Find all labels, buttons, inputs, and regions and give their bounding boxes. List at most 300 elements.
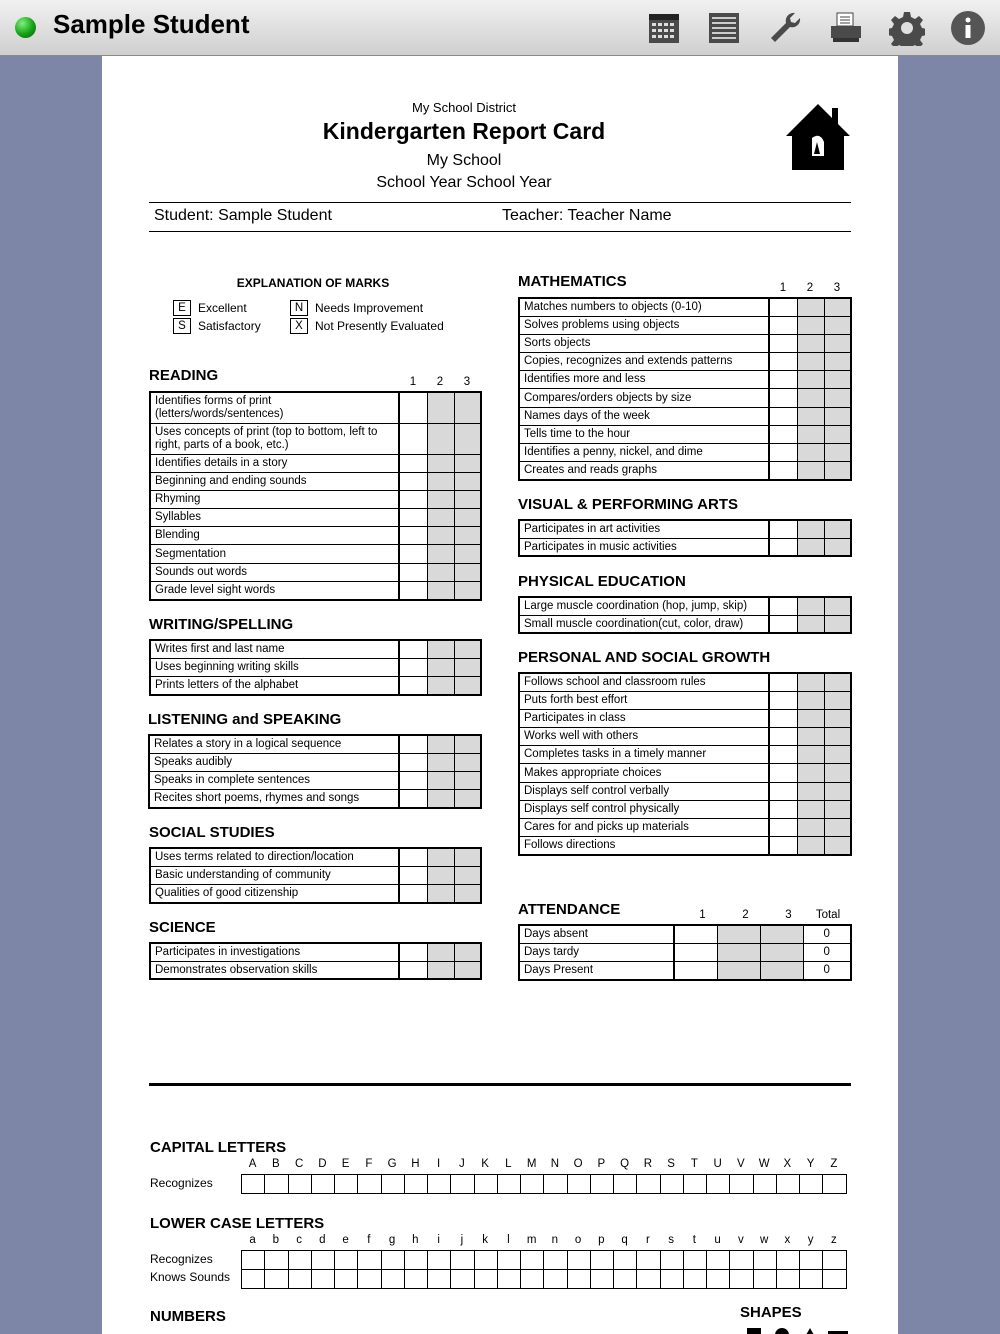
grade-cell[interactable] xyxy=(454,866,481,884)
letter-cell[interactable] xyxy=(567,1175,590,1194)
skill-label: Beginning and ending sounds xyxy=(150,472,399,490)
grade-cell[interactable] xyxy=(454,392,481,423)
grade-cell[interactable] xyxy=(824,462,851,480)
grade-cell[interactable] xyxy=(769,782,797,800)
letter-cell[interactable] xyxy=(683,1175,706,1194)
letter-header: I xyxy=(437,1158,441,1170)
grade-cell[interactable] xyxy=(399,658,427,676)
grade-cell[interactable] xyxy=(399,866,427,884)
grade-cell[interactable] xyxy=(797,538,824,556)
letter-header: k xyxy=(482,1234,488,1246)
skill-row xyxy=(519,389,851,407)
grade-cell[interactable] xyxy=(824,407,851,425)
grade-cell[interactable] xyxy=(399,961,427,979)
letter-cell[interactable] xyxy=(521,1175,544,1194)
letter-cell[interactable] xyxy=(451,1270,474,1289)
skill-label: Identifies a penny, nickel, and dime xyxy=(519,444,769,462)
grade-cell[interactable] xyxy=(399,735,427,753)
grade-cell[interactable] xyxy=(454,563,481,581)
grade-cell[interactable] xyxy=(797,520,824,538)
letter-cell[interactable] xyxy=(614,1270,637,1289)
grade-cell[interactable] xyxy=(399,545,427,563)
letter-header: O xyxy=(573,1158,583,1170)
pe-section-title: PHYSICAL EDUCATION xyxy=(518,573,686,590)
grade-cell[interactable] xyxy=(399,753,427,771)
letter-header: a xyxy=(249,1234,256,1246)
letter-cell[interactable] xyxy=(730,1175,753,1194)
grade-cell[interactable] xyxy=(399,563,427,581)
grade-cell[interactable] xyxy=(454,454,481,472)
grade-cell[interactable] xyxy=(824,615,851,633)
grade-cell[interactable] xyxy=(769,728,797,746)
letter-cell[interactable] xyxy=(544,1251,567,1270)
letter-cell[interactable] xyxy=(707,1270,730,1289)
skill-label: Puts forth best effort xyxy=(519,691,769,709)
letter-header: T xyxy=(690,1158,698,1170)
skill-row xyxy=(519,782,851,800)
letter-cell[interactable] xyxy=(660,1270,683,1289)
grade-cell[interactable] xyxy=(454,771,481,789)
letter-cell[interactable] xyxy=(590,1270,613,1289)
letter-cell[interactable] xyxy=(567,1251,590,1270)
grade-cell[interactable] xyxy=(454,790,481,808)
grade-cell[interactable] xyxy=(797,597,824,615)
letter-cell[interactable] xyxy=(311,1270,334,1289)
list-icon[interactable] xyxy=(706,10,742,46)
grade-cell[interactable] xyxy=(399,581,427,599)
letter-cell[interactable] xyxy=(474,1251,497,1270)
grade-cell[interactable] xyxy=(399,490,427,508)
grade-cell[interactable] xyxy=(399,392,427,423)
attendance-cell[interactable] xyxy=(674,961,717,979)
grade-cell[interactable] xyxy=(399,423,427,454)
skill-row xyxy=(519,298,851,316)
letter-cell[interactable] xyxy=(521,1251,544,1270)
letter-header: w xyxy=(759,1234,769,1246)
grade-cell[interactable] xyxy=(399,943,427,961)
grade-cell[interactable] xyxy=(454,676,481,694)
skill-label: Follows directions xyxy=(519,837,769,855)
skill-row xyxy=(150,563,481,581)
grade-cell[interactable] xyxy=(399,509,427,527)
grade-cell[interactable] xyxy=(427,753,454,771)
mark-satisfactory: S Satisfactory xyxy=(173,318,261,334)
grade-cell[interactable] xyxy=(427,423,454,454)
letter-cell[interactable] xyxy=(404,1251,427,1270)
skill-label: Uses concepts of print (top to bottom, left to right, parts of a book, etc.) xyxy=(150,423,399,454)
letter-cell[interactable] xyxy=(823,1251,846,1270)
skill-row xyxy=(149,753,481,771)
calendar-icon[interactable] xyxy=(646,10,682,46)
letter-cell[interactable] xyxy=(707,1175,730,1194)
letter-cell[interactable] xyxy=(242,1175,265,1194)
grade-cell[interactable] xyxy=(427,640,454,658)
grade-cell[interactable] xyxy=(824,800,851,818)
social-section-title: SOCIAL STUDIES xyxy=(149,824,275,841)
grade-cell[interactable] xyxy=(427,509,454,527)
attendance-cell[interactable] xyxy=(760,961,803,979)
grade-cell[interactable] xyxy=(769,597,797,615)
skill-row xyxy=(150,472,481,490)
grade-cell[interactable] xyxy=(427,884,454,902)
letter-cell[interactable] xyxy=(544,1175,567,1194)
letter-cell[interactable] xyxy=(637,1175,660,1194)
grade-cell[interactable] xyxy=(427,490,454,508)
grade-cell[interactable] xyxy=(769,353,797,371)
letter-header: b xyxy=(272,1234,280,1246)
letter-cell[interactable] xyxy=(428,1251,451,1270)
letter-header: r xyxy=(645,1234,650,1246)
grade-cell[interactable] xyxy=(427,866,454,884)
grade-cell[interactable] xyxy=(427,735,454,753)
grade-cell[interactable] xyxy=(454,545,481,563)
grade-cell[interactable] xyxy=(797,353,824,371)
grade-cell[interactable] xyxy=(427,527,454,545)
letter-cell[interactable] xyxy=(800,1270,823,1289)
letter-cell[interactable] xyxy=(590,1175,613,1194)
letter-cell[interactable] xyxy=(242,1251,265,1270)
grade-cell[interactable] xyxy=(824,746,851,764)
mark-not-evaluated: X Not Presently Evaluated xyxy=(290,318,444,334)
letter-cell[interactable] xyxy=(637,1251,660,1270)
letter-cell[interactable] xyxy=(451,1251,474,1270)
grade-cell[interactable] xyxy=(797,389,824,407)
social-table xyxy=(149,847,482,904)
grade-cell[interactable] xyxy=(797,407,824,425)
grade-cell[interactable] xyxy=(427,454,454,472)
letter-cell[interactable] xyxy=(335,1251,358,1270)
grade-cell[interactable] xyxy=(769,425,797,443)
grade-cell[interactable] xyxy=(769,371,797,389)
letter-cell[interactable] xyxy=(614,1175,637,1194)
letter-cell[interactable] xyxy=(753,1251,776,1270)
letter-cell[interactable] xyxy=(497,1175,520,1194)
letter-cell[interactable] xyxy=(404,1270,427,1289)
grade-cell[interactable] xyxy=(769,520,797,538)
letter-header: y xyxy=(807,1234,814,1246)
grade-cell[interactable] xyxy=(454,527,481,545)
grade-cell[interactable] xyxy=(797,837,824,855)
letter-cell[interactable] xyxy=(800,1175,823,1194)
letter-header: z xyxy=(831,1234,837,1246)
letter-cell[interactable] xyxy=(381,1270,404,1289)
grade-cell[interactable] xyxy=(824,673,851,691)
letter-header: K xyxy=(481,1158,489,1170)
skill-row xyxy=(519,800,851,818)
letter-cell[interactable] xyxy=(311,1251,334,1270)
letter-header: g xyxy=(388,1234,396,1246)
grade-cell[interactable] xyxy=(399,472,427,490)
attendance-cell[interactable] xyxy=(760,943,803,961)
letter-header: X xyxy=(783,1158,792,1170)
letter-cell[interactable] xyxy=(497,1251,520,1270)
skill-row xyxy=(150,961,481,979)
letter-cell[interactable] xyxy=(358,1175,381,1194)
letter-cell[interactable] xyxy=(800,1251,823,1270)
letter-cell[interactable] xyxy=(288,1175,311,1194)
grade-cell[interactable] xyxy=(797,371,824,389)
letter-cell[interactable] xyxy=(381,1251,404,1270)
grade-cell[interactable] xyxy=(454,735,481,753)
grade-cell[interactable] xyxy=(797,800,824,818)
grade-cell[interactable] xyxy=(824,538,851,556)
grade-cell[interactable] xyxy=(427,658,454,676)
letter-cell[interactable] xyxy=(707,1251,730,1270)
gear-icon[interactable] xyxy=(889,10,925,46)
letter-cell[interactable] xyxy=(474,1175,497,1194)
letter-cell[interactable] xyxy=(311,1175,334,1194)
grade-cell[interactable] xyxy=(824,597,851,615)
letter-cell[interactable] xyxy=(265,1175,288,1194)
grade-cell[interactable] xyxy=(769,316,797,334)
attendance-cell[interactable] xyxy=(674,943,717,961)
skill-label: Prints letters of the alphabet xyxy=(150,676,399,694)
skill-label: Small muscle coordination(cut, color, draw) xyxy=(519,615,769,633)
grade-cell[interactable] xyxy=(427,961,454,979)
letter-cell[interactable] xyxy=(753,1175,776,1194)
letter-cell[interactable] xyxy=(265,1270,288,1289)
skill-row xyxy=(519,673,851,691)
skill-row xyxy=(519,353,851,371)
grade-cell[interactable] xyxy=(797,764,824,782)
grade-cell[interactable] xyxy=(797,746,824,764)
grade-cell[interactable] xyxy=(769,819,797,837)
grade-cell[interactable] xyxy=(769,334,797,352)
attendance-table xyxy=(518,924,852,981)
grade-cell[interactable] xyxy=(769,462,797,480)
grade-cell[interactable] xyxy=(427,472,454,490)
letter-header: x xyxy=(784,1234,791,1246)
grade-cell[interactable] xyxy=(797,298,824,316)
letter-header: p xyxy=(598,1234,605,1246)
teacher-label: Teacher: xyxy=(502,207,564,224)
grade-cell[interactable] xyxy=(824,837,851,855)
grade-cell[interactable] xyxy=(824,353,851,371)
letter-cell[interactable] xyxy=(544,1270,567,1289)
skill-label: Basic understanding of community xyxy=(150,866,399,884)
grade-cell[interactable] xyxy=(769,615,797,633)
skill-row xyxy=(519,371,851,389)
attendance-cell[interactable] xyxy=(717,925,760,943)
attendance-cell[interactable] xyxy=(674,925,717,943)
letter-cell[interactable] xyxy=(823,1270,846,1289)
letter-cell[interactable] xyxy=(776,1251,799,1270)
grade-cell[interactable] xyxy=(399,676,427,694)
grade-cell[interactable] xyxy=(769,691,797,709)
letter-cell[interactable] xyxy=(358,1251,381,1270)
grade-cell[interactable] xyxy=(427,563,454,581)
letter-cell[interactable] xyxy=(335,1270,358,1289)
printer-icon[interactable] xyxy=(828,10,864,46)
letter-cell[interactable] xyxy=(521,1270,544,1289)
grade-cell[interactable] xyxy=(824,389,851,407)
letter-header: B xyxy=(272,1158,280,1170)
letter-cell[interactable] xyxy=(404,1175,427,1194)
grade-cell[interactable] xyxy=(769,444,797,462)
grade-cell[interactable] xyxy=(454,509,481,527)
grade-cell[interactable] xyxy=(824,298,851,316)
grade-cell[interactable] xyxy=(427,790,454,808)
letter-cell[interactable] xyxy=(776,1175,799,1194)
letter-cell[interactable] xyxy=(497,1270,520,1289)
grade-cell[interactable] xyxy=(824,691,851,709)
grade-cell[interactable] xyxy=(824,520,851,538)
period-header: 1 xyxy=(779,282,787,294)
letter-cell[interactable] xyxy=(683,1251,706,1270)
letter-header: Q xyxy=(620,1158,630,1170)
lower_letters-grid xyxy=(241,1250,847,1289)
letter-cell[interactable] xyxy=(683,1270,706,1289)
skill-label: Grade level sight words xyxy=(150,581,399,599)
grade-cell[interactable] xyxy=(824,782,851,800)
grade-cell[interactable] xyxy=(454,490,481,508)
grade-cell[interactable] xyxy=(427,848,454,866)
grade-cell[interactable] xyxy=(427,545,454,563)
grade-cell[interactable] xyxy=(399,527,427,545)
student-label: Student: xyxy=(154,207,214,224)
attendance-cell[interactable] xyxy=(717,943,760,961)
letter-cell[interactable] xyxy=(358,1270,381,1289)
attendance-row xyxy=(519,943,851,961)
wrench-icon[interactable] xyxy=(767,10,803,46)
grade-cell[interactable] xyxy=(797,425,824,443)
grade-cell[interactable] xyxy=(454,658,481,676)
grade-cell[interactable] xyxy=(399,884,427,902)
arts-table xyxy=(518,519,852,557)
letter-cell[interactable] xyxy=(660,1251,683,1270)
letter-cell[interactable] xyxy=(660,1175,683,1194)
letter-header: f xyxy=(367,1234,371,1246)
grade-cell[interactable] xyxy=(769,538,797,556)
grade-cell[interactable] xyxy=(769,746,797,764)
grade-cell[interactable] xyxy=(399,848,427,866)
skill-label: Rhyming xyxy=(150,490,399,508)
grade-cell[interactable] xyxy=(427,392,454,423)
grade-cell[interactable] xyxy=(454,961,481,979)
period-header: 2 xyxy=(806,282,814,294)
grade-cell[interactable] xyxy=(427,676,454,694)
grade-cell[interactable] xyxy=(769,709,797,727)
letter-cell[interactable] xyxy=(288,1251,311,1270)
letter-cell[interactable] xyxy=(381,1175,404,1194)
grade-cell[interactable] xyxy=(797,782,824,800)
letter-cell[interactable] xyxy=(823,1175,846,1194)
grade-cell[interactable] xyxy=(824,709,851,727)
grade-cell[interactable] xyxy=(797,316,824,334)
letter-cell[interactable] xyxy=(753,1270,776,1289)
letter-header: e xyxy=(342,1234,349,1246)
grade-cell[interactable] xyxy=(769,407,797,425)
letter-header: o xyxy=(574,1234,582,1246)
grade-cell[interactable] xyxy=(769,800,797,818)
letter-cell[interactable] xyxy=(590,1251,613,1270)
letter-cell[interactable] xyxy=(265,1251,288,1270)
letter-cell[interactable] xyxy=(567,1270,590,1289)
listening-table xyxy=(148,734,482,809)
grade-cell[interactable] xyxy=(797,615,824,633)
grade-cell[interactable] xyxy=(454,943,481,961)
attendance-cell[interactable] xyxy=(760,925,803,943)
grade-cell[interactable] xyxy=(824,316,851,334)
letter-cell[interactable] xyxy=(428,1270,451,1289)
grade-cell[interactable] xyxy=(824,425,851,443)
grade-cell[interactable] xyxy=(797,673,824,691)
grade-cell[interactable] xyxy=(399,771,427,789)
grade-cell[interactable] xyxy=(797,728,824,746)
letter-cell[interactable] xyxy=(288,1270,311,1289)
grade-cell[interactable] xyxy=(427,943,454,961)
grade-cell[interactable] xyxy=(769,389,797,407)
grade-cell[interactable] xyxy=(454,472,481,490)
letter-cell[interactable] xyxy=(637,1270,660,1289)
grade-cell[interactable] xyxy=(824,444,851,462)
attendance-cell[interactable] xyxy=(717,961,760,979)
letter-cell[interactable] xyxy=(776,1270,799,1289)
skill-label: Writes first and last name xyxy=(150,640,399,658)
skill-row xyxy=(519,709,851,727)
grade-cell[interactable] xyxy=(797,334,824,352)
letter-header: u xyxy=(714,1234,721,1246)
letter-cell[interactable] xyxy=(242,1270,265,1289)
grade-cell[interactable] xyxy=(824,819,851,837)
letter-cell[interactable] xyxy=(451,1175,474,1194)
letter-cell[interactable] xyxy=(614,1251,637,1270)
skill-row xyxy=(519,444,851,462)
letter-cell[interactable] xyxy=(335,1175,358,1194)
info-icon[interactable] xyxy=(950,10,986,46)
grade-cell[interactable] xyxy=(454,640,481,658)
skill-row xyxy=(519,538,851,556)
attendance-row xyxy=(519,925,851,943)
skill-label: Displays self control verbally xyxy=(519,782,769,800)
grade-cell[interactable] xyxy=(454,423,481,454)
skill-label: Solves problems using objects xyxy=(519,316,769,334)
grade-cell[interactable] xyxy=(824,371,851,389)
grade-cell[interactable] xyxy=(797,462,824,480)
grade-cell[interactable] xyxy=(454,581,481,599)
skill-label: Tells time to the hour xyxy=(519,425,769,443)
attendance-label: Days Present xyxy=(519,961,674,979)
lower_letters-title: LOWER CASE LETTERS xyxy=(150,1215,325,1232)
skill-label: Syllables xyxy=(150,509,399,527)
grade-cell[interactable] xyxy=(427,771,454,789)
grade-cell[interactable] xyxy=(399,640,427,658)
grade-cell[interactable] xyxy=(454,848,481,866)
grade-cell[interactable] xyxy=(769,673,797,691)
grade-cell[interactable] xyxy=(769,837,797,855)
grade-cell[interactable] xyxy=(454,884,481,902)
letter-cell[interactable] xyxy=(730,1251,753,1270)
report-card-page xyxy=(102,56,898,1334)
letter-cell[interactable] xyxy=(730,1270,753,1289)
grade-cell[interactable] xyxy=(769,764,797,782)
grade-cell[interactable] xyxy=(797,709,824,727)
grade-cell[interactable] xyxy=(454,753,481,771)
grade-cell[interactable] xyxy=(824,764,851,782)
grade-cell[interactable] xyxy=(399,454,427,472)
letter-cell[interactable] xyxy=(474,1270,497,1289)
grade-cell[interactable] xyxy=(769,298,797,316)
grade-cell[interactable] xyxy=(824,728,851,746)
grade-cell[interactable] xyxy=(797,444,824,462)
grade-cell[interactable] xyxy=(399,790,427,808)
grade-cell[interactable] xyxy=(797,691,824,709)
grade-cell[interactable] xyxy=(797,819,824,837)
grade-cell[interactable] xyxy=(824,334,851,352)
letter-cell[interactable] xyxy=(428,1175,451,1194)
letter-row-label: Recognizes xyxy=(150,1176,213,1190)
grade-cell[interactable] xyxy=(427,581,454,599)
